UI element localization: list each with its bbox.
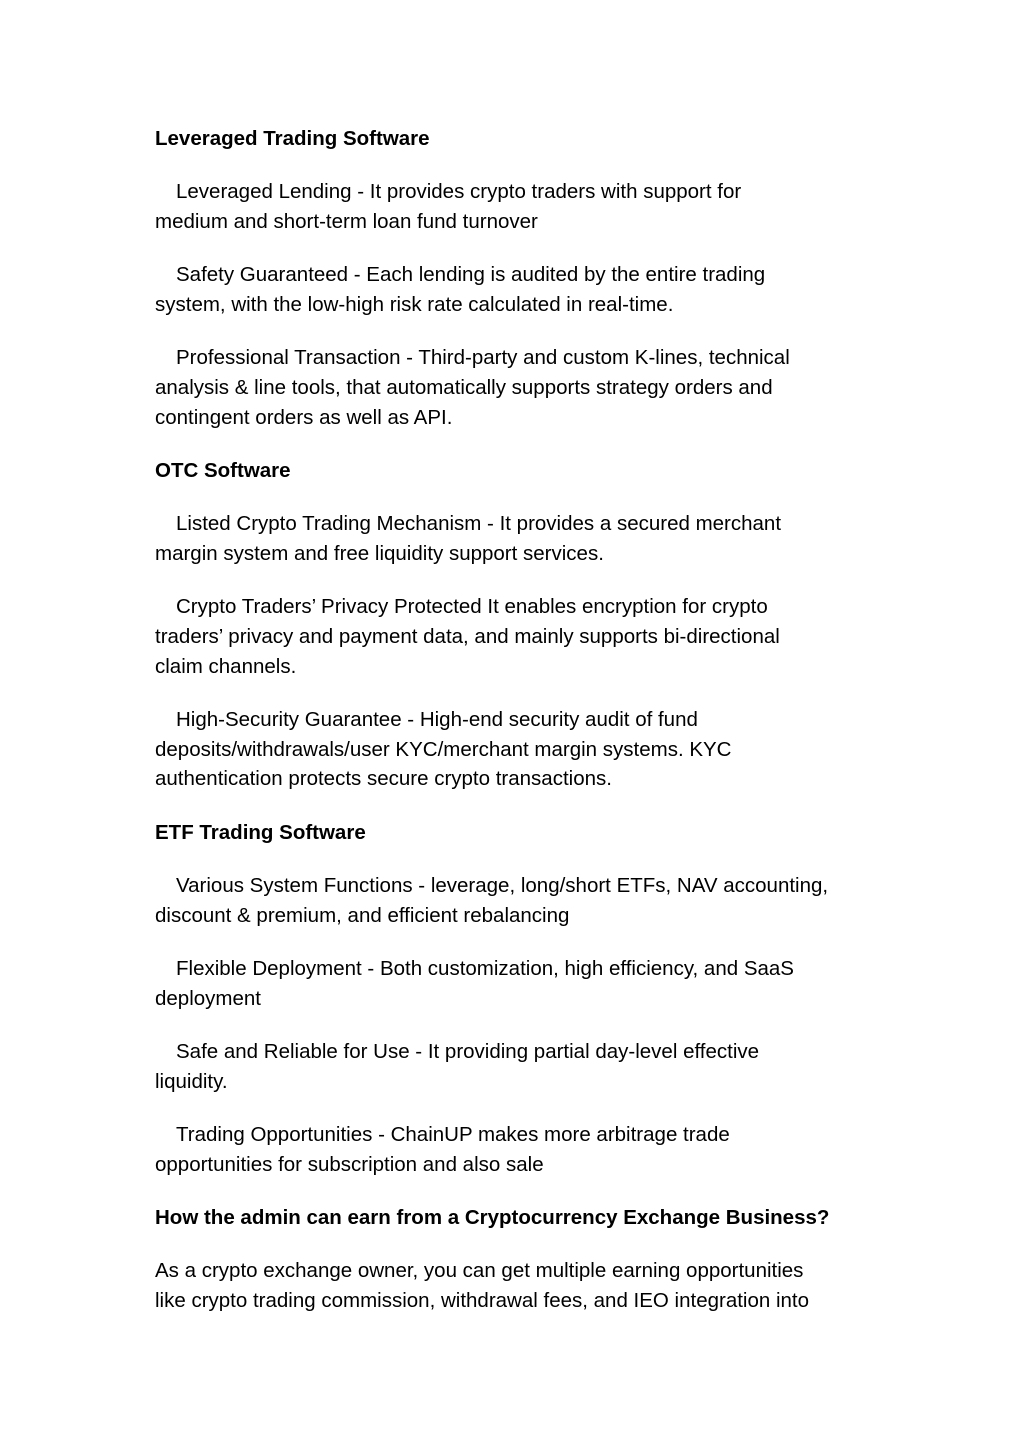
- paragraph: [155, 705, 875, 794]
- paragraph-line: deposits/withdrawals/user KYC/merchant margin systems. KYC: [155, 737, 732, 761]
- document-body: [155, 124, 875, 1339]
- paragraph: [155, 509, 875, 569]
- paragraph-line: analysis & line tools, that automatically supports strategy orders and: [155, 375, 773, 399]
- paragraph: [155, 343, 875, 432]
- paragraph: [155, 260, 875, 320]
- paragraph: [155, 1120, 875, 1180]
- paragraph: [155, 1037, 875, 1097]
- paragraph-line: deployment: [155, 986, 261, 1010]
- paragraph: [155, 1256, 875, 1316]
- paragraph-line: Professional Transaction - Third-party and custom K-lines, technical: [176, 346, 790, 370]
- paragraph-line: Leveraged Lending - It provides crypto traders with support for: [176, 180, 742, 204]
- section-heading: ETF Trading Software: [155, 820, 366, 844]
- paragraph-line: High-Security Guarantee - High-end security audit of fund: [176, 707, 698, 731]
- paragraph-line: discount & premium, and efficient rebalancing: [155, 903, 570, 927]
- paragraph-line: opportunities for subscription and also sale: [155, 1152, 544, 1176]
- paragraph-line: claim channels.: [155, 654, 297, 678]
- paragraph-line: authentication protects secure crypto transactions.: [155, 767, 612, 791]
- paragraph-line: As a crypto exchange owner, you can get multiple earning opportunities: [155, 1258, 804, 1282]
- paragraph: [155, 871, 875, 931]
- paragraph-line: Listed Crypto Trading Mechanism - It provides a secured merchant: [176, 512, 782, 536]
- paragraph: [155, 954, 875, 1014]
- section-heading: How the admin can earn from a Cryptocurrency Exchange Business?: [155, 1205, 830, 1229]
- paragraph-line: like crypto trading commission, withdrawal fees, and IEO integration into: [155, 1288, 810, 1312]
- paragraph-line: Flexible Deployment - Both customization, high efficiency, and SaaS: [176, 956, 794, 980]
- paragraph-line: Crypto Traders’ Privacy Protected It enables encryption for crypto: [176, 595, 768, 619]
- paragraph-line: medium and short-term loan fund turnover: [155, 209, 538, 233]
- paragraph-line: Safety Guaranteed - Each lending is audited by the entire trading: [176, 263, 766, 287]
- paragraph-line: traders’ privacy and payment data, and mainly supports bi-directional: [155, 624, 780, 648]
- paragraph-line: contingent orders as well as API.: [155, 405, 453, 429]
- paragraph: [155, 592, 875, 681]
- paragraph-line: liquidity.: [155, 1069, 228, 1093]
- section-heading: OTC Software: [155, 458, 291, 482]
- paragraph: [155, 177, 875, 237]
- paragraph-line: Trading Opportunities - ChainUP makes more arbitrage trade: [176, 1122, 730, 1146]
- paragraph-line: Safe and Reliable for Use - It providing partial day-level effective: [176, 1039, 760, 1063]
- paragraph-line: margin system and free liquidity support services.: [155, 541, 604, 565]
- paragraph-line: system, with the low-high risk rate calculated in real-time.: [155, 292, 674, 316]
- section-heading: Leveraged Trading Software: [155, 127, 430, 150]
- paragraph-line: Various System Functions - leverage, long/short ETFs, NAV accounting,: [176, 873, 829, 897]
